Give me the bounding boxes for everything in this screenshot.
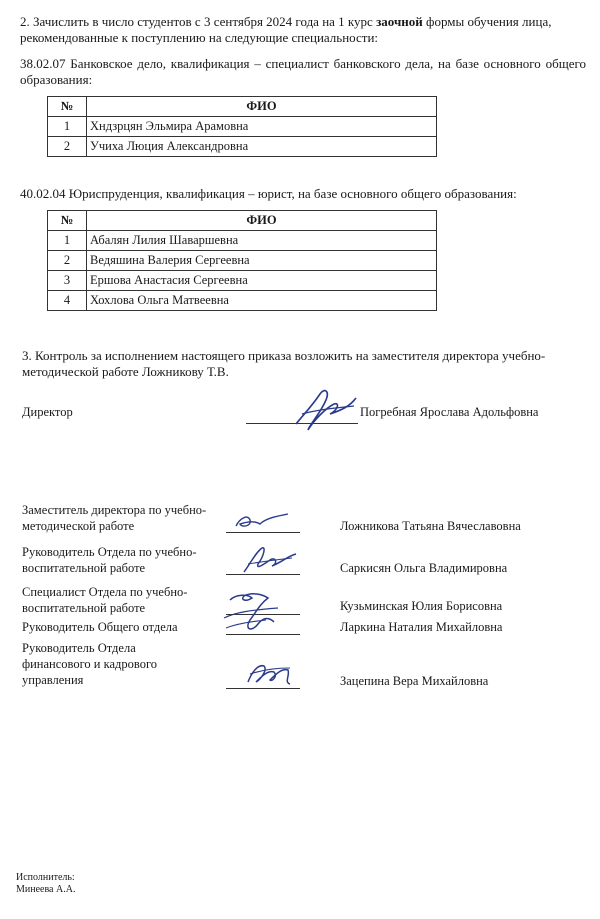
- approval-3-signature: [222, 590, 282, 636]
- section-2-text-post: формы обучения лица,: [422, 14, 552, 29]
- table-row: [48, 291, 437, 311]
- executor-block: [16, 872, 75, 896]
- approval-4-signature-line: [226, 634, 300, 635]
- approval-3-name: Кузьминская Юлия Борисовна: [340, 599, 503, 613]
- row-number: 2: [48, 251, 87, 271]
- table-row: [48, 231, 437, 251]
- executor-label: Исполнитель:: [16, 872, 75, 883]
- student-name: Хохлова Ольга Матвеевна: [87, 291, 437, 311]
- approval-4-title-line-1: Руководитель Общего отдела: [22, 620, 178, 634]
- approval-5-title-line-2: финансового и кадрового: [22, 657, 158, 671]
- row-number: 3: [48, 271, 87, 291]
- section-2-line-1: [20, 14, 586, 30]
- approval-5-name: Зацепина Вера Михайловна: [340, 674, 489, 688]
- row-number: 4: [48, 291, 87, 311]
- student-name: Учиха Люция Александровна: [87, 137, 437, 157]
- row-number: 1: [48, 231, 87, 251]
- specialty-2-table: [47, 210, 437, 311]
- approval-2-title: [22, 544, 196, 576]
- approval-1-title-line-2: методической работе: [22, 519, 135, 533]
- director-title: Директор: [22, 405, 73, 419]
- approval-2-title-line-2: воспитательной работе: [22, 561, 146, 575]
- director-signature: [290, 384, 360, 434]
- specialty-1-heading: 38.02.07 Банковское дело, квалификация – специалист банковского дела, на базе основного общего образования:: [20, 56, 586, 87]
- approval-5-signature: [244, 658, 294, 690]
- section-3-paragraph: [22, 348, 582, 380]
- executor-name: Минеева А.А.: [16, 884, 76, 895]
- section-2-line-2: рекомендованные к поступлению на следующие специальности:: [20, 30, 379, 45]
- specialty-1-table: [47, 96, 437, 157]
- column-header-name: ФИО: [87, 211, 437, 231]
- approval-2-title-line-1: Руководитель Отдела по учебно-: [22, 545, 197, 559]
- table-header-row: [48, 211, 437, 231]
- student-name: Хндзрцян Эльмира Арамовна: [87, 117, 437, 137]
- table-row: [48, 117, 437, 137]
- column-header-number: №: [48, 97, 87, 117]
- approval-3-title: [22, 584, 187, 616]
- student-name: Ведяшина Валерия Сергеевна: [87, 251, 437, 271]
- section-3-line-1: 3. Контроль за исполнением настоящего приказа возложить на заместителя директора учебно-: [22, 348, 546, 363]
- approval-5-title-line-1: Руководитель Отдела: [22, 641, 136, 655]
- approval-4-title: [22, 619, 178, 635]
- table-row: [48, 137, 437, 157]
- specialty-2-heading: 40.02.04 Юриспруденция, квалификация – юрист, на базе основного общего образования:: [20, 186, 517, 201]
- approval-1-signature: [232, 508, 292, 532]
- table-row: [48, 251, 437, 271]
- table-row: [48, 271, 437, 291]
- approval-1-signature-line: [226, 532, 300, 533]
- section-2-paragraph: [20, 14, 586, 46]
- approval-1-title-line-1: Заместитель директора по учебно-: [22, 503, 207, 517]
- section-3-line-2: методической работе Ложникову Т.В.: [22, 364, 229, 379]
- approval-3-title-line-1: Специалист Отдела по учебно-: [22, 585, 188, 599]
- section-2-text-pre: 2. Зачислить в число студентов с 3 сентября 2024 года на 1 курс: [20, 14, 377, 29]
- approval-5-title-line-3: управления: [22, 673, 84, 687]
- director-name: Погребная Ярослава Адольфовна: [360, 405, 539, 419]
- student-name: Абалян Лилия Шаваршевна: [87, 231, 437, 251]
- approval-5-title: [22, 640, 157, 688]
- column-header-number: №: [48, 211, 87, 231]
- approval-2-name: Саркисян Ольга Владимировна: [340, 561, 508, 575]
- table-header-row: [48, 97, 437, 117]
- row-number: 2: [48, 137, 87, 157]
- section-2-bold-text: заочной: [376, 14, 423, 29]
- approval-4-name: Ларкина Наталия Михайловна: [340, 620, 503, 634]
- student-name: Ершова Анастасия Сергеевна: [87, 271, 437, 291]
- approval-1-title: [22, 502, 206, 534]
- approval-1-name: Ложникова Татьяна Вячеславовна: [340, 519, 521, 533]
- approval-3-title-line-2: воспитательной работе: [22, 601, 146, 615]
- column-header-name: ФИО: [87, 97, 437, 117]
- approval-2-signature: [238, 544, 298, 576]
- row-number: 1: [48, 117, 87, 137]
